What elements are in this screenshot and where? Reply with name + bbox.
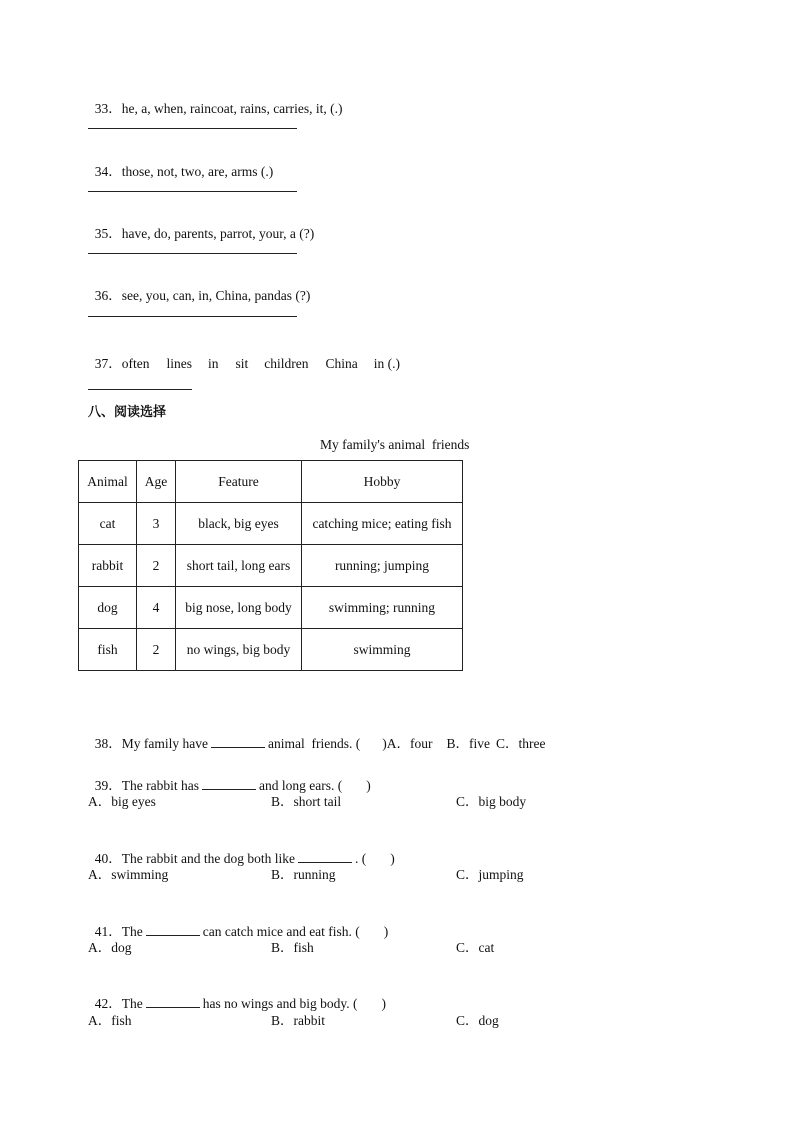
question-text: . ( [354,851,367,866]
question-number: 34． [94,164,122,179]
header-cell: Age [137,461,176,503]
option-a[interactable]: A．dog [88,940,132,955]
fill-blank[interactable] [298,848,352,863]
question-number: 41． [94,924,122,939]
option-c[interactable]: C．dog [456,1013,499,1028]
question-33 [88,82,343,118]
answer-line[interactable] [88,191,297,192]
paren-close: ) [383,924,389,939]
table-cell: catching mice; eating fish [302,503,463,545]
fill-blank[interactable] [211,733,265,748]
table-row [79,587,463,629]
question-40 [88,830,395,868]
question-text: and long ears. ( [258,778,343,793]
word: sit [235,356,249,371]
table-cell: 3 [137,503,176,545]
table-cell: fish [79,629,137,671]
table-cell: short tail, long ears [176,545,302,587]
table-cell: rabbit [79,545,137,587]
option-a[interactable]: )A．four [382,736,433,751]
option-a[interactable]: A．swimming [88,867,169,882]
question-text: The [121,996,143,1011]
option-b[interactable]: B．fish [271,940,314,955]
table-cell: swimming; running [302,587,463,629]
question-number: 37． [94,356,122,371]
header-cell: Feature [176,461,302,503]
paren-close: ) [390,851,395,866]
question-text: The rabbit has [121,778,199,793]
table-cell: 2 [137,629,176,671]
question-text: can catch mice and eat fish. ( [202,924,360,939]
question-text: My family have [121,736,208,751]
option-c[interactable]: C．three [495,736,546,751]
question-35 [88,207,314,243]
option-a[interactable]: A．fish [88,1013,132,1028]
table-cell: swimming [302,629,463,671]
word: lines [166,356,192,371]
question-text: has no wings and big body. ( [202,996,358,1011]
question-41 [88,903,388,941]
word: in (.) [373,356,401,371]
question-text: animal friends. ( [267,736,361,751]
table-cell: running; jumping [302,545,463,587]
table-cell: no wings, big body [176,629,302,671]
option-b[interactable]: B．short tail [271,794,342,809]
option-c[interactable]: C．cat [456,940,495,955]
question-39 [88,757,371,795]
table-row [79,545,463,587]
header-cell: Hobby [302,461,463,503]
word: often [121,356,150,371]
answer-line[interactable] [88,389,192,390]
table-header-row [79,461,463,503]
option-b[interactable]: B．rabbit [271,1013,325,1028]
table-cell: 4 [137,587,176,629]
question-text: The [121,924,143,939]
question-number: 38． [94,736,122,751]
table-cell: black, big eyes [176,503,302,545]
table-row [79,503,463,545]
question-text: The rabbit and the dog both like [121,851,295,866]
answer-line[interactable] [88,316,297,317]
question-text: see, you, can, in, China, pandas (?) [121,288,311,303]
question-36 [88,269,310,305]
question-number: 35． [94,226,122,241]
fill-blank[interactable] [146,993,200,1008]
table-cell: dog [79,587,137,629]
question-37 [88,337,400,373]
fill-blank[interactable] [202,775,256,790]
option-c[interactable]: C．big body [456,794,527,809]
question-34 [88,145,273,181]
question-number: 40． [94,851,122,866]
option-b[interactable]: B．running [271,867,336,882]
paren-close: ) [381,996,386,1011]
question-number: 33． [94,101,122,116]
header-cell: Animal [79,461,137,503]
option-a[interactable]: A．big eyes [88,794,156,809]
question-42 [88,975,386,1013]
table-cell: cat [79,503,137,545]
question-38 [88,715,545,753]
question-text: he, a, when, raincoat, rains, carries, it, (.) [121,101,343,116]
table-cell: big nose, long body [176,587,302,629]
animal-table [78,460,463,671]
table-row [79,629,463,671]
question-text: have, do, parents, parrot, your, a (?) [121,226,315,241]
paren-close: ) [366,778,371,793]
question-text: those, not, two, are, arms (.) [121,164,274,179]
question-number: 39． [94,778,122,793]
answer-line[interactable] [88,128,297,129]
word: children [264,356,309,371]
word: China [325,356,358,371]
table-caption: My family's animal friends [320,437,470,452]
question-number: 42． [94,996,122,1011]
answer-line[interactable] [88,253,297,254]
question-number: 36． [94,288,122,303]
section-title: 八、阅读选择 [88,405,167,420]
option-b[interactable]: B．five [446,736,490,751]
fill-blank[interactable] [146,921,200,936]
word: in [208,356,219,371]
option-c[interactable]: C．jumping [456,867,524,882]
table-cell: 2 [137,545,176,587]
